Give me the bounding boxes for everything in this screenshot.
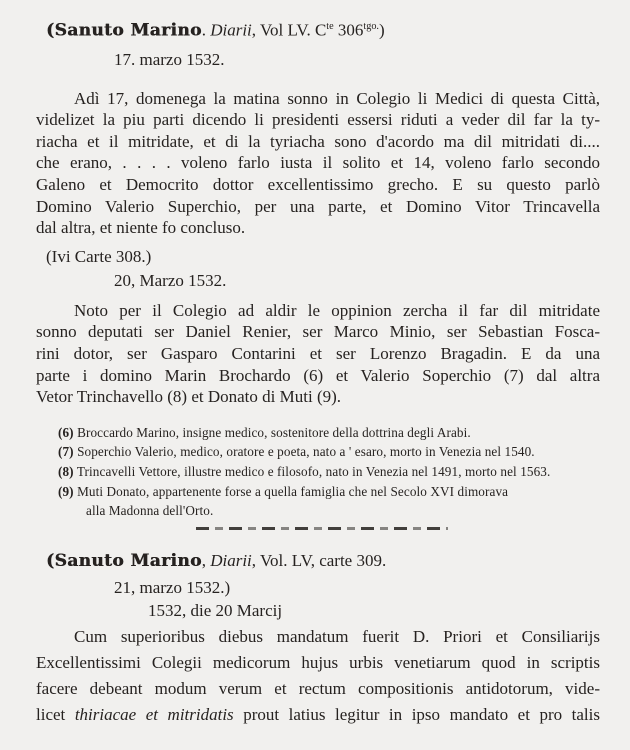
text-line: Noto per il Colegio ad aldir le oppinion zercha il far dil mitridate bbox=[74, 300, 600, 320]
entry1-heading bbox=[46, 14, 600, 44]
text-line: (8) Trincavelli Vettore, illustre medico e filosofo, nato in Venezia nel 1491, morto nel 1563. bbox=[58, 463, 551, 479]
text-line: che erano, . . . . voleno farlo iusta il solito et 14, voleno farlo secondo bbox=[36, 153, 600, 173]
text-line: Domino Valerio Superchio, per una parte, et Domino Vitor Trincavella bbox=[36, 196, 600, 216]
text-line: 21, marzo 1532.) bbox=[114, 577, 231, 597]
text-line: videlizet la piu parti dicendo li presidenti essersi riduti a veder dil far la ty- bbox=[36, 110, 600, 130]
text-line: 20, Marzo 1532. bbox=[114, 270, 227, 290]
text-line: Adì 17, domenega la matina sonno in Colegio li Medici di questa Città, bbox=[74, 88, 600, 108]
text-line: alla Madonna dell'Orto. bbox=[86, 503, 214, 519]
text-line: Cum superioribus diebus mandatum fuerit D. Priori et Consiliarijs bbox=[74, 626, 600, 646]
paragraph-3 bbox=[36, 624, 600, 728]
text-line: parte i domino Marin Brochardo (6) et Valerio Soperchio (7) dal altra bbox=[36, 365, 600, 385]
text-line: (6) Broccardo Marino, insigne medico, sostenitore della dottrina degli Arabi. bbox=[58, 424, 471, 440]
text-line: licet thiriacae et mitridatis prout latius legitur in ipso mandato et pro talis bbox=[36, 704, 600, 724]
text-line: riacha et il mitridate, et di la tyriacha sono d'acordo ma dil mitridati di.... bbox=[36, 131, 600, 151]
text-line: (Sanuto Marino. Diarii, Vol LV. $C^{te}$ $306^{tgo.}$) bbox=[46, 20, 385, 41]
entry3-heading bbox=[46, 548, 600, 574]
text-line: rini dotor, ser Gasparo Contarini et ser Lorenzo Bragadin. E da una bbox=[36, 344, 600, 363]
text-line: facere debeant modum verum et rectum compositionis antidotorum, vide- bbox=[36, 678, 600, 698]
text-line: dal altra, et niente fo concluso. bbox=[36, 218, 246, 238]
entry2-heading bbox=[46, 245, 600, 269]
latin-dateline bbox=[148, 600, 600, 622]
text-line: (7) Soperchio Valerio, medico, oratore e poeta, nato a ' esaro, morto in Venezia nel 1540. bbox=[58, 444, 535, 460]
text-line: Vetor Trinchavello (8) et Donato di Muti (9). bbox=[36, 387, 342, 407]
text-line: (Sanuto Marino, Diarii, Vol. LV, carte 309. bbox=[46, 550, 387, 571]
text-line: (Ivi Carte 308.) bbox=[46, 246, 152, 266]
paragraph-2 bbox=[36, 300, 600, 408]
entry2-date bbox=[114, 269, 600, 293]
footnotes bbox=[36, 423, 600, 521]
text-line: Galeno et Democrito dottor excellentissimo grecho. E su questo parlò bbox=[36, 175, 600, 195]
text-line: sonno deputati ser Daniel Renier, ser Marco Minio, ser Sebastian Fosca- bbox=[36, 322, 600, 342]
text-line: (9) Muti Donato, appartenente forse a quella famiglia che nel Secolo XVI dimorava bbox=[58, 483, 509, 499]
entry1-date bbox=[114, 48, 600, 72]
text-line: 17. marzo 1532. bbox=[114, 49, 225, 69]
section-divider bbox=[196, 527, 448, 530]
text-line: 1532, die 20 Marcij bbox=[148, 600, 283, 620]
text-line: Excellentissimi Colegii medicorum hujus urbis venetiarum quod in scriptis bbox=[36, 652, 600, 672]
entry3-date bbox=[114, 576, 600, 600]
paragraph-1 bbox=[36, 88, 600, 239]
